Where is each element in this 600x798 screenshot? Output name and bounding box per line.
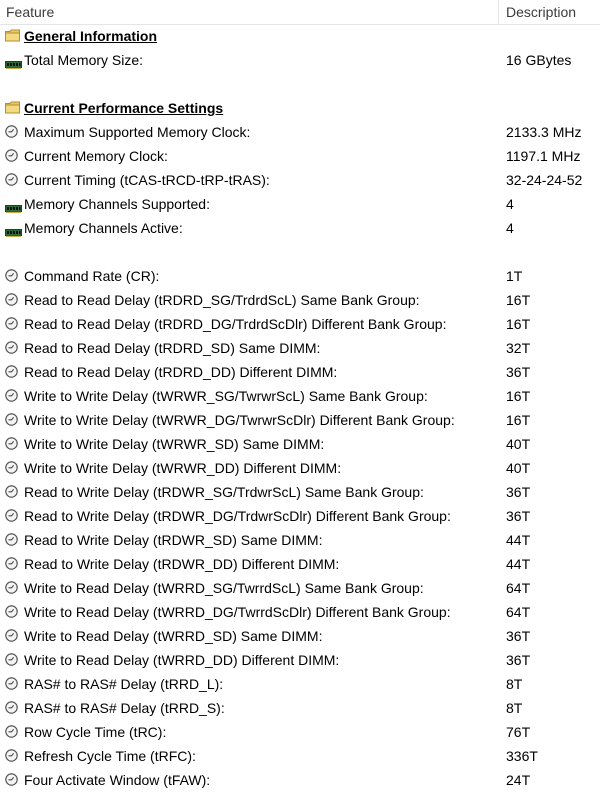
memory-icon <box>5 56 22 64</box>
feature-label: RAS# to RAS# Delay (tRRD_S): <box>24 700 225 716</box>
list-item[interactable] <box>0 168 600 192</box>
clock-icon <box>5 173 18 186</box>
list-item[interactable] <box>0 528 600 552</box>
list-item[interactable] <box>0 744 600 768</box>
list-item[interactable] <box>0 192 600 216</box>
column-divider[interactable] <box>498 0 499 24</box>
memory-icon <box>5 224 22 232</box>
list-item[interactable] <box>0 456 600 480</box>
list-item[interactable] <box>0 288 600 312</box>
list-item[interactable] <box>0 408 600 432</box>
feature-value: 36T <box>506 628 531 644</box>
feature-value: 44T <box>506 556 531 572</box>
list-item[interactable] <box>0 648 600 672</box>
feature-value: 64T <box>506 604 531 620</box>
feature-label: Write to Write Delay (tWRWR_SG/TwrwrScL) Same Bank Group: <box>24 388 428 404</box>
feature-value: 8T <box>506 700 523 716</box>
clock-icon <box>5 557 18 570</box>
feature-value: 8T <box>506 676 523 692</box>
feature-value: 4 <box>506 196 514 212</box>
group-row[interactable] <box>0 96 600 120</box>
feature-value: 32T <box>506 340 531 356</box>
list-item[interactable] <box>0 120 600 144</box>
feature-label: Write to Read Delay (tWRRD_SG/TwrrdScL) Same Bank Group: <box>24 580 424 596</box>
list-item[interactable] <box>0 720 600 744</box>
feature-label: Write to Write Delay (tWRWR_DG/TwrwrScDlr) Different Bank Group: <box>24 412 455 428</box>
group-title: Current Performance Settings <box>24 100 224 116</box>
feature-value: 24T <box>506 772 531 788</box>
feature-label: Read to Write Delay (tRDWR_SD) Same DIMM: <box>24 532 323 548</box>
clock-icon <box>5 701 18 714</box>
list-item[interactable] <box>0 672 600 696</box>
feature-value: 16T <box>506 388 531 404</box>
blank-row <box>0 72 600 96</box>
feature-label: Four Activate Window (tFAW): <box>24 772 211 788</box>
list-item[interactable] <box>0 48 600 72</box>
clock-icon <box>5 125 18 138</box>
list-item[interactable] <box>0 576 600 600</box>
list-item[interactable] <box>0 480 600 504</box>
clock-icon <box>5 461 18 474</box>
feature-label: Refresh Cycle Time (tRFC): <box>24 748 196 764</box>
feature-label: Read to Write Delay (tRDWR_DD) Different DIMM: <box>24 556 340 572</box>
list-item[interactable] <box>0 552 600 576</box>
feature-label: Read to Read Delay (tRDRD_DD) Different DIMM: <box>24 364 338 380</box>
feature-value: 44T <box>506 532 531 548</box>
clock-icon <box>5 389 18 402</box>
feature-value: 4 <box>506 220 514 236</box>
column-header-feature[interactable]: Feature <box>6 4 55 20</box>
feature-value: 336T <box>506 748 538 764</box>
list-item[interactable] <box>0 624 600 648</box>
feature-label: Read to Read Delay (tRDRD_DG/TrdrdScDlr) Different Bank Group: <box>24 316 447 332</box>
feature-label: Command Rate (CR): <box>24 268 160 284</box>
feature-value: 1197.1 MHz <box>506 148 581 164</box>
list-item[interactable] <box>0 504 600 528</box>
clock-icon <box>5 605 18 618</box>
clock-icon <box>5 677 18 690</box>
feature-label: RAS# to RAS# Delay (tRRD_L): <box>24 676 224 692</box>
column-header <box>0 0 600 25</box>
list-item[interactable] <box>0 768 600 792</box>
feature-value: 36T <box>506 364 531 380</box>
feature-value: 16 GBytes <box>506 52 572 68</box>
feature-label: Current Timing (tCAS-tRCD-tRP-tRAS): <box>24 172 270 188</box>
clock-icon <box>5 653 18 666</box>
clock-icon <box>5 293 18 306</box>
list-item[interactable] <box>0 384 600 408</box>
clock-icon <box>5 581 18 594</box>
feature-label: Write to Read Delay (tWRRD_DG/TwrrdScDlr) Different Bank Group: <box>24 604 451 620</box>
list-item[interactable] <box>0 360 600 384</box>
feature-list <box>0 24 600 792</box>
list-item[interactable] <box>0 600 600 624</box>
folder-icon <box>5 101 20 114</box>
feature-value: 16T <box>506 292 531 308</box>
group-title: General Information <box>24 28 158 44</box>
feature-value: 16T <box>506 412 531 428</box>
feature-value: 64T <box>506 580 531 596</box>
feature-label: Read to Write Delay (tRDWR_SG/TrdwrScL) Same Bank Group: <box>24 484 424 500</box>
clock-icon <box>5 725 18 738</box>
feature-value: 76T <box>506 724 531 740</box>
clock-icon <box>5 437 18 450</box>
clock-icon <box>5 365 18 378</box>
clock-icon <box>5 629 18 642</box>
feature-label: Read to Read Delay (tRDRD_SG/TrdrdScL) Same Bank Group: <box>24 292 420 308</box>
feature-label: Total Memory Size: <box>24 52 144 68</box>
feature-label: Memory Channels Active: <box>24 220 183 236</box>
list-item[interactable] <box>0 216 600 240</box>
feature-value: 16T <box>506 316 531 332</box>
list-item[interactable] <box>0 336 600 360</box>
clock-icon <box>5 341 18 354</box>
clock-icon <box>5 749 18 762</box>
feature-label: Current Memory Clock: <box>24 148 168 164</box>
feature-value: 2133.3 MHz <box>506 124 582 140</box>
feature-label: Write to Write Delay (tWRWR_SD) Same DIMM: <box>24 436 325 452</box>
clock-icon <box>5 509 18 522</box>
feature-label: Write to Write Delay (tWRWR_DD) Different DIMM: <box>24 460 342 476</box>
clock-icon <box>5 317 18 330</box>
list-item[interactable] <box>0 264 600 288</box>
feature-value: 36T <box>506 652 531 668</box>
feature-label: Write to Read Delay (tWRRD_DD) Different DIMM: <box>24 652 340 668</box>
feature-value: 32-24-24-52 <box>506 172 583 188</box>
list-item[interactable] <box>0 144 600 168</box>
folder-icon <box>5 29 20 42</box>
feature-label: Write to Read Delay (tWRRD_SD) Same DIMM: <box>24 628 323 644</box>
feature-value: 40T <box>506 436 531 452</box>
clock-icon <box>5 269 18 282</box>
feature-label: Memory Channels Supported: <box>24 196 210 212</box>
clock-icon <box>5 485 18 498</box>
list-item[interactable] <box>0 432 600 456</box>
feature-label: Maximum Supported Memory Clock: <box>24 124 251 140</box>
list-item[interactable] <box>0 312 600 336</box>
feature-value: 40T <box>506 460 531 476</box>
feature-label: Read to Write Delay (tRDWR_DG/TrdwrScDlr) Different Bank Group: <box>24 508 451 524</box>
clock-icon <box>5 533 18 546</box>
clock-icon <box>5 413 18 426</box>
feature-label: Read to Read Delay (tRDRD_SD) Same DIMM: <box>24 340 321 356</box>
memory-icon <box>5 200 22 208</box>
feature-value: 36T <box>506 508 531 524</box>
list-item[interactable] <box>0 696 600 720</box>
clock-icon <box>5 773 18 786</box>
group-row[interactable] <box>0 24 600 48</box>
feature-value: 36T <box>506 484 531 500</box>
blank-row <box>0 240 600 264</box>
feature-value: 1T <box>506 268 523 284</box>
feature-label: Row Cycle Time (tRC): <box>24 724 167 740</box>
column-header-description[interactable]: Description <box>506 4 577 20</box>
clock-icon <box>5 149 18 162</box>
